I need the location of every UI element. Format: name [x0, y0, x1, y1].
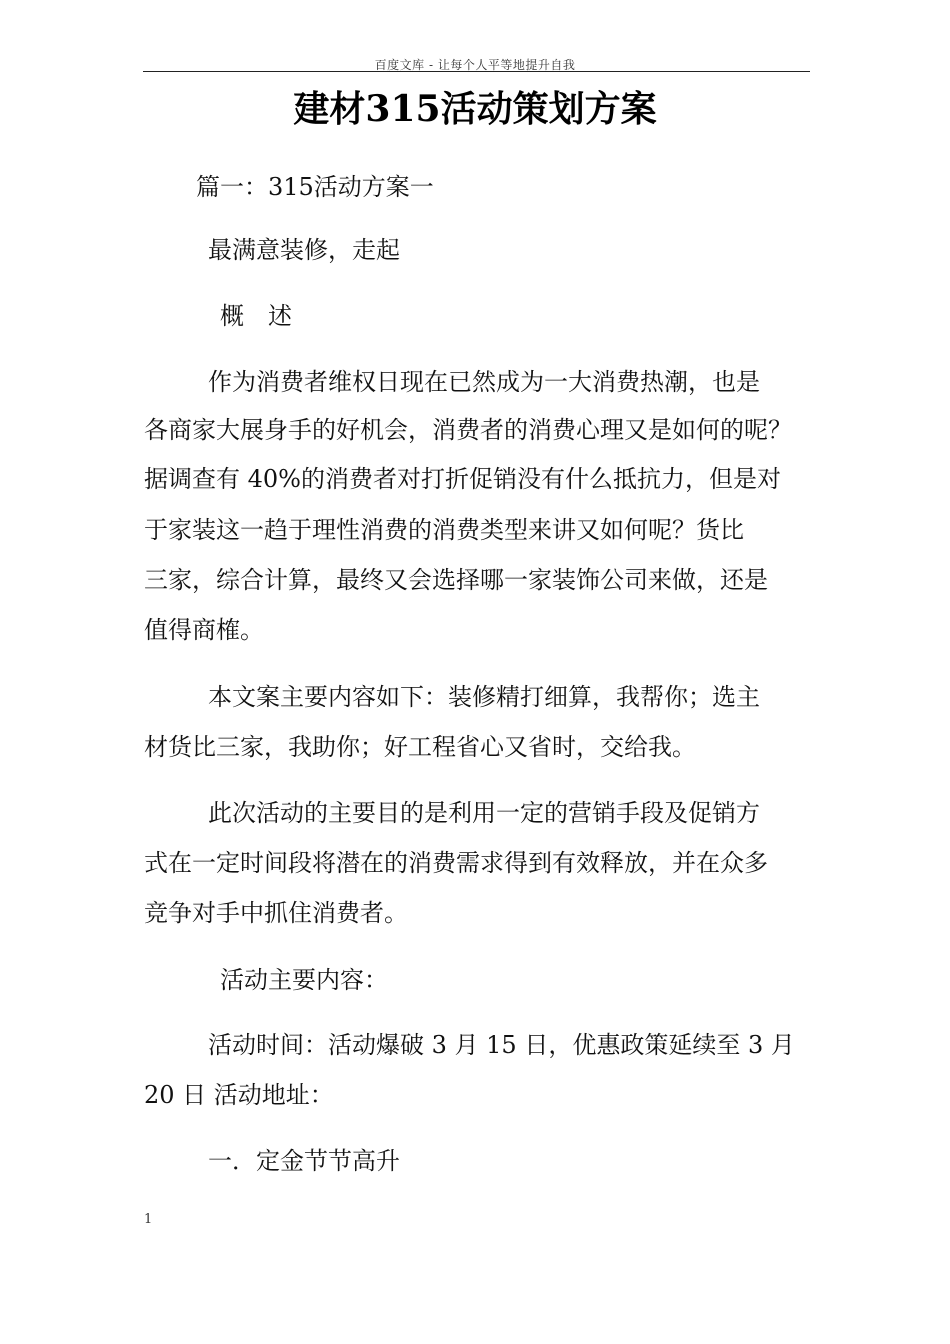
section-heading: 篇一：315活动方案一 [196, 173, 434, 201]
header-divider [143, 71, 810, 72]
paragraph-line: 三家，综合计算，最终又会选择哪一家装饰公司来做，还是 [144, 566, 768, 594]
page-number: 1 [144, 1212, 153, 1227]
overview-heading: 概 述 [220, 302, 292, 330]
paragraph-line: 此次活动的主要目的是利用一定的营销手段及促销方 [208, 799, 760, 827]
paragraph-line: 20 日 活动地址： [144, 1081, 334, 1109]
slogan-line: 最满意装修，走起 [208, 236, 400, 264]
content-heading: 活动主要内容： [220, 966, 388, 994]
document-title: 建材315活动策划方案 [293, 88, 657, 130]
paragraph-line: 本文案主要内容如下：装修精打细算，我帮你；选主 [208, 683, 760, 711]
list-item: 一．定金节节高升 [208, 1147, 400, 1175]
paragraph-line: 材货比三家，我助你；好工程省心又省时，交给我。 [144, 733, 696, 761]
paragraph-line: 作为消费者维权日现在已然成为一大消费热潮，也是 [208, 368, 760, 396]
paragraph-line: 于家装这一趋于理性消费的消费类型来讲又如何呢？货比 [144, 516, 744, 544]
paragraph-line: 据调查有 40%的消费者对打折促销没有什么抵抗力，但是对 [144, 465, 781, 493]
running-header: 百度文库 - 让每个人平等地提升自我 [374, 58, 576, 72]
paragraph-line: 活动时间：活动爆破 3 月 15 日，优惠政策延续至 3 月 [208, 1031, 795, 1059]
paragraph-line: 各商家大展身手的好机会，消费者的消费心理又是如何的呢？ [144, 416, 792, 444]
paragraph-line: 竞争对手中抓住消费者。 [144, 899, 408, 927]
paragraph-line: 式在一定时间段将潜在的消费需求得到有效释放，并在众多 [144, 849, 768, 877]
paragraph-line: 值得商榷。 [144, 616, 264, 644]
